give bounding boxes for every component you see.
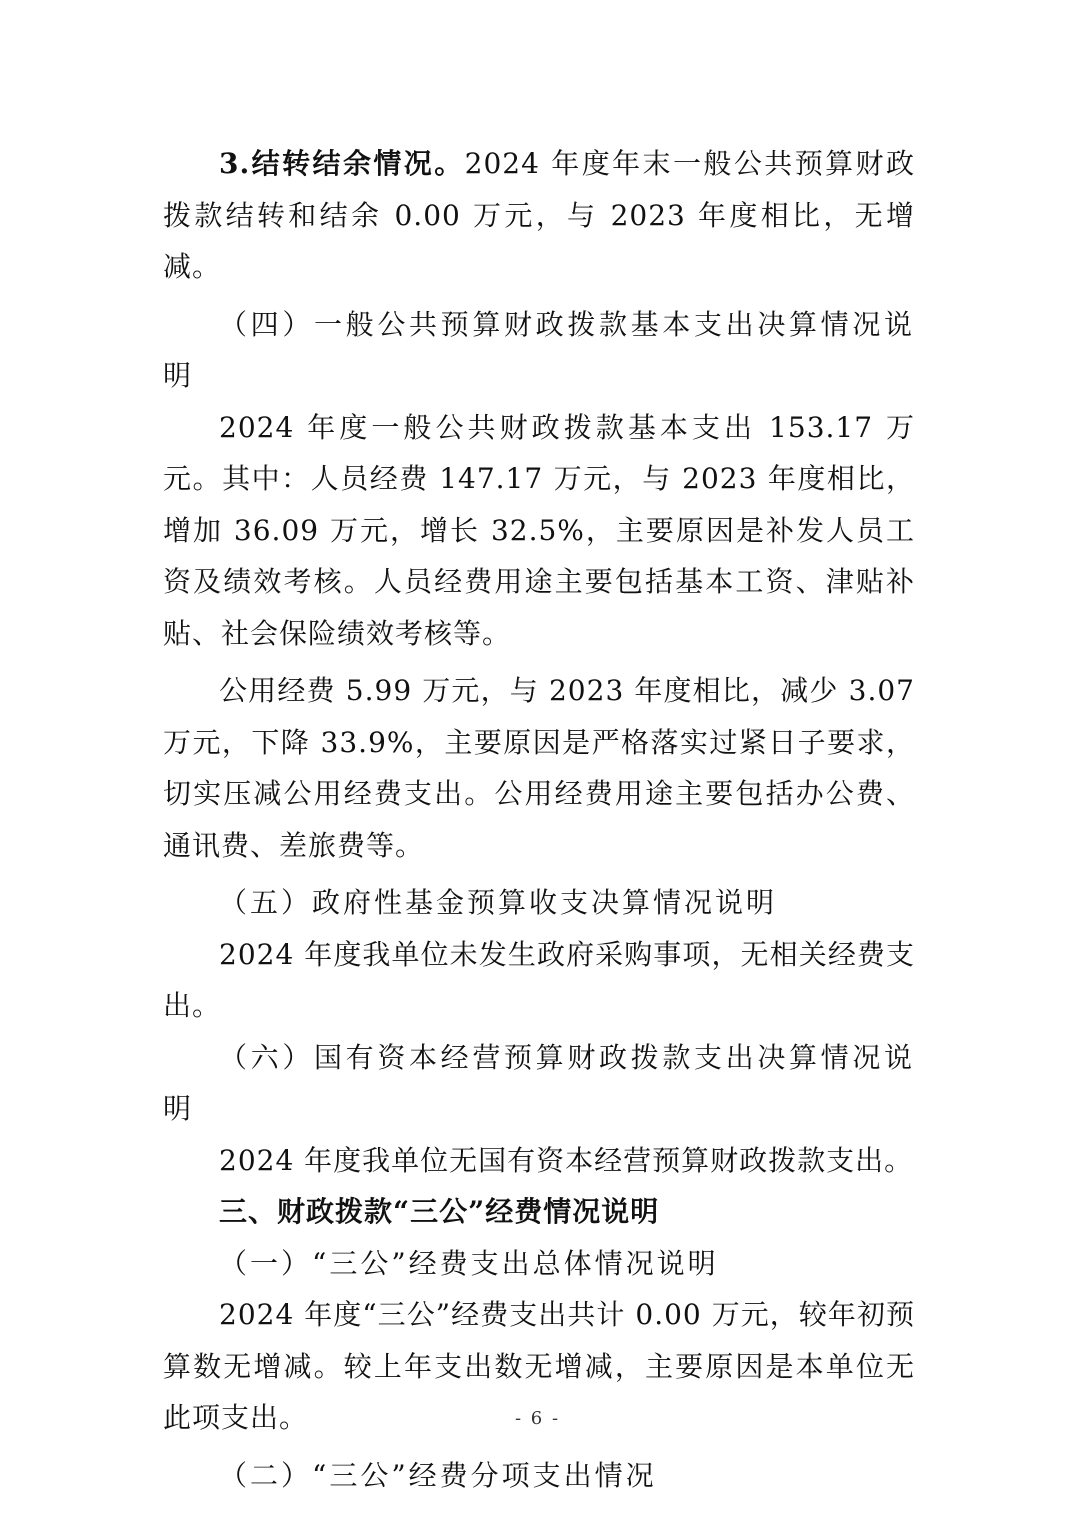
section-heading-government-fund: （五）政府性基金预算收支决算情况说明: [219, 886, 778, 919]
section-heading-three-public-expenses: 三、财政拨款“三公”经费情况说明: [219, 1195, 660, 1228]
paragraph-government-procurement: 2024 年度我单位未发生政府采购事项，无相关经费支出。: [163, 937, 915, 1022]
section-heading-basic-expenditure: （四）一般公共预算财政拨款基本支出决算情况说明: [163, 307, 915, 392]
section-heading-overall-three-public: （一）“三公”经费支出总体情况说明: [219, 1246, 719, 1280]
paragraph-basic-expenditure: 2024 年度一般公共财政拨款基本支出 153.17 万元。其中：人员经费 147.17 万元，与 2023 年度相比，增加 36.09 万元，增长 32.5%，主要原因是补发人员工资及绩效考核。人员经费用途主要包括基本工资、津贴补贴、社会保险绩效考核等。: [163, 410, 915, 650]
paragraph-text: 2024 年度年末一般公共预算财政拨款结转和结余 0.00 万元，与 2023 年度相比，无增减。: [163, 147, 915, 283]
paragraph-lead: 3.结转结余情况。: [219, 147, 465, 180]
section-heading-itemized-three-public: （二）“三公”经费分项支出情况: [219, 1458, 657, 1492]
document-body: [163, 138, 915, 1501]
page-number: - 6 -: [514, 1408, 561, 1429]
paragraph-overall-three-public: 2024 年度“三公”经费支出共计 0.00 万元，较年初预算数无增减。较上年支出数无增减，主要原因是本单位无此项支出。: [163, 1298, 915, 1434]
paragraph-public-expenses: 公用经费 5.99 万元，与 2023 年度相比，减少 3.07 万元，下降 33.9%，主要原因是严格落实过紧日子要求，切实压减公用经费支出。公用经费用途主要包括办公费、通讯费、差旅费等。: [163, 674, 915, 862]
section-heading-state-capital: （六）国有资本经营预算财政拨款支出决算情况说明: [163, 1040, 915, 1125]
paragraph-carryover-balance: [163, 138, 915, 293]
paragraph-state-capital: 2024 年度我单位无国有资本经营预算财政拨款支出。: [219, 1143, 914, 1177]
